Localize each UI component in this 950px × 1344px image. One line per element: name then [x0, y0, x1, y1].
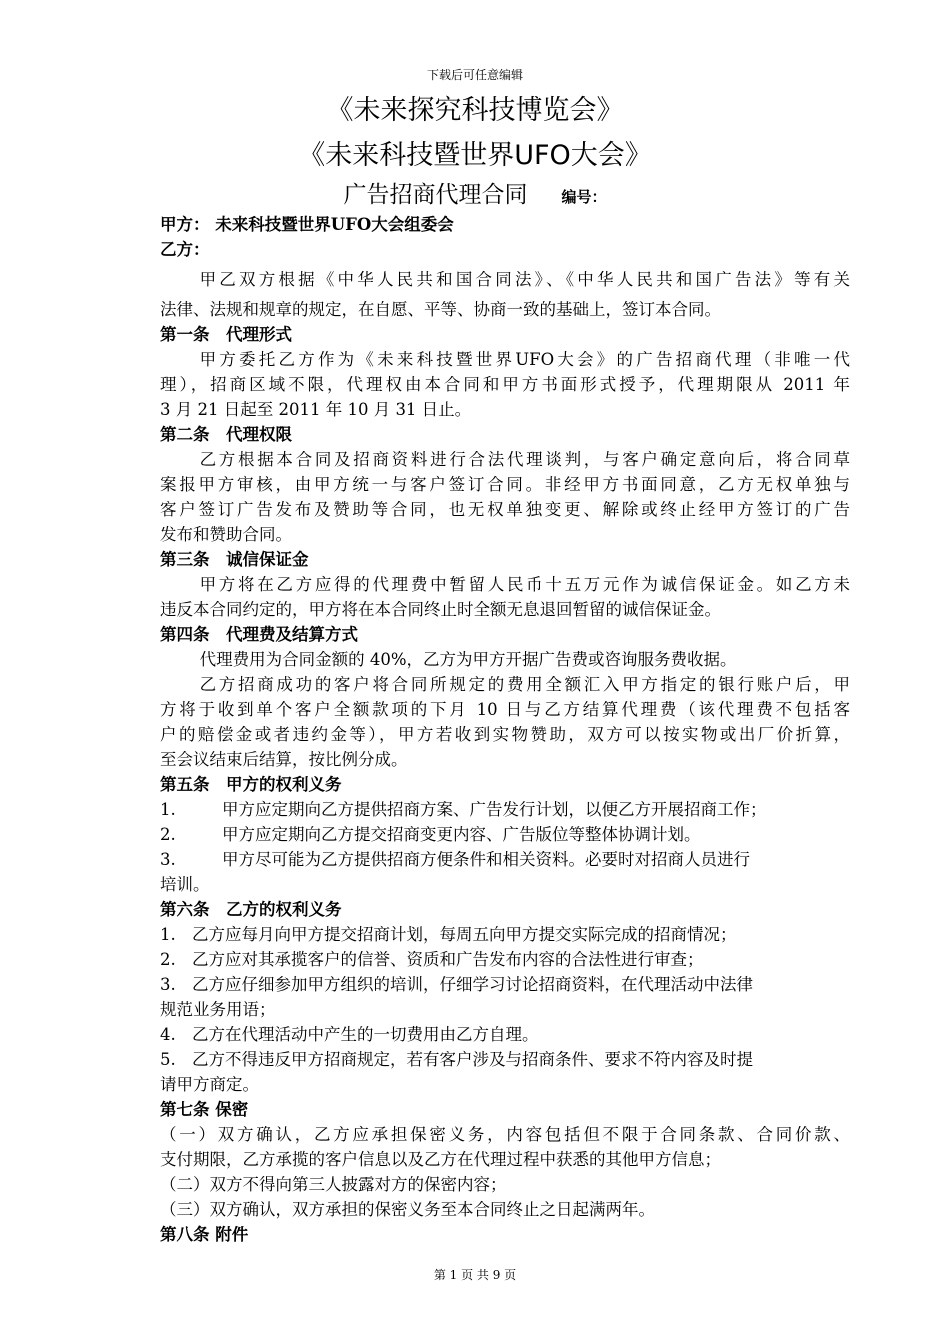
- article-7-line: （二）双方不得向第三人披露对方的保密内容；: [160, 1175, 507, 1194]
- article-3-title: 第三条 诚信保证金: [160, 550, 309, 569]
- article-7-line: 支付期限，乙方承揽的客户信息以及乙方在代理过程中获悉的其他甲方信息；: [160, 1150, 721, 1169]
- article-5-item: 3. 甲方尽可能为乙方提供招商方便条件和相关资料。必要时对招商人员进行: [160, 850, 750, 869]
- party-b: 乙方：: [160, 240, 210, 259]
- article-7-title: 第七条 保密: [160, 1100, 249, 1119]
- article-1-line: 理），招商区域不限，代理权由本合同和甲方书面形式授予，代理期限从 2011 年: [160, 375, 850, 394]
- article-6-item: 3. 乙方应仔细参加甲方组织的培训，仔细学习讨论招商资料，在代理活动中法律: [160, 975, 753, 994]
- article-6-item: 1. 乙方应每月向甲方提交招商计划，每周五向甲方提交实际完成的招商情况；: [160, 925, 737, 944]
- contract-name: 广告招商代理合同: [343, 182, 528, 208]
- article-4-line: 乙方招商成功的客户将合同所规定的费用全额汇入甲方指定的银行账户后，甲: [199, 675, 850, 694]
- document-title-line2: 《未来科技暨世界UFO大会》: [298, 140, 652, 171]
- article-2-line: 乙方根据本合同及招商资料进行合法代理谈判，与客户确定意向后，将合同草: [199, 450, 850, 469]
- contract-subtitle: [0, 176, 950, 209]
- article-4-title: 第四条 代理费及结算方式: [160, 625, 358, 644]
- contract-body: [160, 212, 850, 1247]
- document-title-line1: 《未来探究科技博览会》: [326, 95, 624, 126]
- article-3-line: 甲方将在乙方应得的代理费中暂留人民币十五万元作为诚信保证金。如乙方未: [199, 575, 850, 594]
- article-7-line: （三）双方确认，双方承担的保密义务至本合同终止之日起满两年。: [160, 1200, 655, 1219]
- article-6-item: 2. 乙方应对其承揽客户的信誉、资质和广告发布内容的合法性进行审查；: [160, 950, 704, 969]
- article-6-item-cont: 请甲方商定。: [160, 1075, 259, 1094]
- article-6-item-cont: 规范业务用语；: [160, 1000, 276, 1019]
- article-5-item: 2. 甲方应定期向乙方提交招商变更内容、广告版位等整体协调计划。: [160, 825, 701, 844]
- article-2-title: 第二条 代理权限: [160, 425, 292, 444]
- article-6-item: 4. 乙方在代理活动中产生的一切费用由乙方自理。: [160, 1025, 539, 1044]
- article-1-line: 甲方委托乙方作为《未来科技暨世界UFO大会》的广告招商代理（非唯一代: [199, 350, 850, 369]
- intro-line: 甲乙双方根据《中华人民共和国合同法》、《中华人民共和国广告法》等有关: [199, 270, 850, 289]
- header-note: 下载后可任意编辑: [426, 68, 523, 82]
- article-4-line: 代理费用为合同金额的 40%，乙方为甲方开据广告费或咨询服务费收据。: [199, 650, 737, 669]
- article-2-line: 客户签订广告发布及赞助等合同，也无权单独变更、解除或终止经甲方签订的广告: [160, 500, 850, 519]
- article-3-line: 违反本合同约定的，甲方将在本合同终止时全额无息退回暂留的诚信保证金。: [160, 600, 721, 619]
- article-6-item: 5. 乙方不得违反甲方招商规定，若有客户涉及与招商条件、要求不符内容及时提: [160, 1050, 753, 1069]
- article-4-line: 户的赔偿金或者违约金等），甲方若收到实物赞助，双方可以按实物或出厂价折算，: [160, 725, 850, 744]
- article-4-line: 至会议结束后结算，按比例分成。: [160, 750, 408, 769]
- article-1-title: 第一条 代理形式: [160, 325, 292, 344]
- contract-number-label: 编号：: [561, 188, 607, 206]
- party-a: 甲方： 未来科技暨世界UFO大会组委会: [160, 215, 454, 234]
- article-8-title: 第八条 附件: [160, 1225, 249, 1244]
- article-1-line: 3 月 21 日起至 2011 年 10 月 31 日止。: [160, 400, 472, 419]
- article-7-line: （一）双方确认，乙方应承担保密义务，内容包括但不限于合同条款、合同价款、: [160, 1125, 850, 1144]
- article-6-title: 第六条 乙方的权利义务: [160, 900, 342, 919]
- article-5-item: 1. 甲方应定期向乙方提供招商方案、广告发行计划，以便乙方开展招商工作；: [160, 800, 767, 819]
- intro-line: 法律、法规和规章的规定，在自愿、平等、协商一致的基础上，签订本合同。: [160, 300, 721, 319]
- article-2-line: 发布和赞助合同。: [160, 525, 292, 544]
- page-footer: 第 1 页 共 9 页: [433, 1268, 517, 1282]
- article-4-line: 方将于收到单个客户全额款项的下月 10 日与乙方结算代理费（该代理费不包括客: [160, 700, 850, 719]
- article-5-title: 第五条 甲方的权利义务: [160, 775, 342, 794]
- article-5-item-cont: 培训。: [160, 875, 210, 894]
- article-2-line: 案报甲方审核，由甲方统一与客户签订合同。非经甲方书面同意，乙方无权单独与: [160, 475, 850, 494]
